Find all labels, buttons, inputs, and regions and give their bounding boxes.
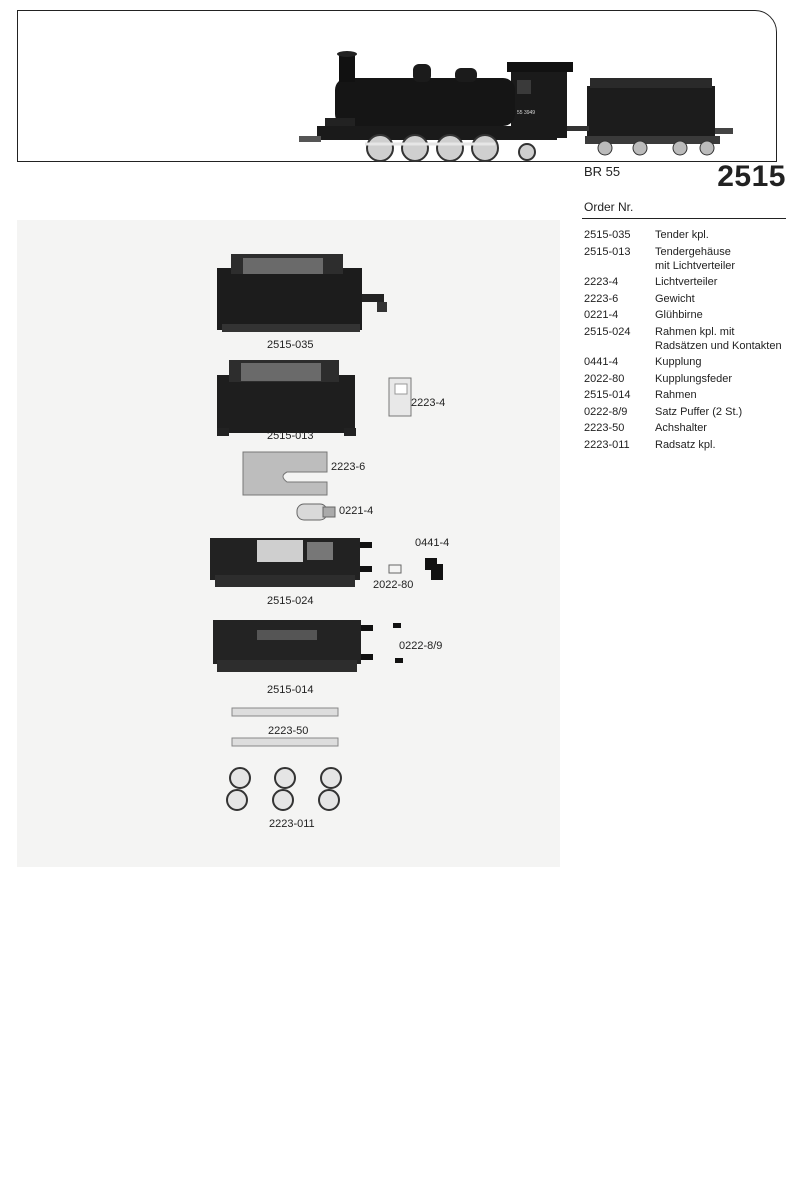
part-row	[584, 405, 794, 419]
loco-number-plate: 55 3949	[517, 110, 536, 116]
part-row	[584, 438, 794, 452]
part-row	[584, 421, 794, 435]
part-row	[584, 275, 794, 289]
label-frame-complete: 2515-024	[267, 595, 314, 607]
label-buffers: 0222-8/9	[399, 640, 443, 652]
bulb-image	[297, 504, 335, 520]
part-number: 0221-4	[584, 309, 619, 321]
label-tender: 2515-035	[267, 339, 314, 351]
part-description: Tendergehäuse mit Lichtverteiler	[655, 245, 736, 272]
coupling-spring-image	[389, 565, 401, 573]
frame-complete-image	[210, 538, 372, 587]
order-list-heading: Order Nr.	[584, 200, 634, 214]
part-description: Radsatz kpl.	[655, 438, 716, 451]
label-coupling-spring: 2022-80	[373, 579, 414, 591]
part-number: 2515-013	[584, 245, 631, 258]
tender-image	[217, 254, 387, 332]
label-wheelsets: 2223-011	[269, 818, 315, 830]
part-description: Kupplungsfeder	[655, 372, 733, 385]
part-description: Gewicht	[655, 292, 695, 305]
part-number: 2223-50	[584, 422, 625, 434]
part-number: 2515-024	[584, 325, 631, 338]
part-number: 2223-4	[584, 276, 619, 288]
part-description: Tender kpl.	[655, 229, 709, 241]
weight-image	[243, 452, 327, 495]
part-number: 2022-80	[584, 372, 625, 385]
part-row	[584, 228, 794, 242]
divider	[582, 218, 786, 219]
model-title: BR 55	[584, 164, 621, 179]
part-description: Glühbirne	[655, 309, 703, 321]
label-frame: 2515-014	[267, 684, 314, 696]
part-number: 0441-4	[584, 356, 619, 368]
tender-housing-image	[217, 360, 356, 436]
part-number: 2515-014	[584, 389, 631, 401]
part-number: 2515-035	[584, 229, 631, 241]
frame-image	[213, 620, 373, 672]
label-tender-housing: 2515-013	[267, 430, 314, 442]
part-description: Rahmen kpl. mit Radsätzen und Kontakten	[655, 325, 782, 352]
wheelsets-image	[227, 768, 341, 810]
part-description: Rahmen	[655, 389, 697, 401]
coupling-image	[425, 558, 443, 580]
label-coupling: 0441-4	[415, 537, 450, 549]
part-description: Achshalter	[655, 422, 707, 434]
part-description: Kupplung	[655, 356, 702, 368]
part-number: 2223-6	[584, 292, 619, 305]
parts-list	[584, 228, 794, 454]
label-axle-holder: 2223-50	[268, 725, 309, 737]
exploded-parts-photo	[17, 220, 560, 867]
part-row	[584, 292, 794, 306]
part-row	[584, 245, 794, 273]
part-description: Lichtverteiler	[655, 276, 718, 288]
part-number: 0222-8/9	[584, 405, 628, 418]
part-number: 2223-011	[584, 438, 630, 451]
part-row	[584, 308, 794, 322]
part-row	[584, 355, 794, 369]
locomotive-image	[295, 48, 735, 164]
part-description: Satz Puffer (2 St.)	[655, 405, 743, 418]
label-light-distributor: 2223-4	[411, 397, 446, 409]
part-row	[584, 372, 794, 386]
part-row	[584, 388, 794, 402]
part-row	[584, 325, 794, 353]
label-weight: 2223-6	[331, 461, 366, 473]
light-distributor-image	[389, 378, 411, 416]
model-number: 2515	[717, 160, 786, 193]
label-bulb: 0221-4	[339, 505, 374, 517]
